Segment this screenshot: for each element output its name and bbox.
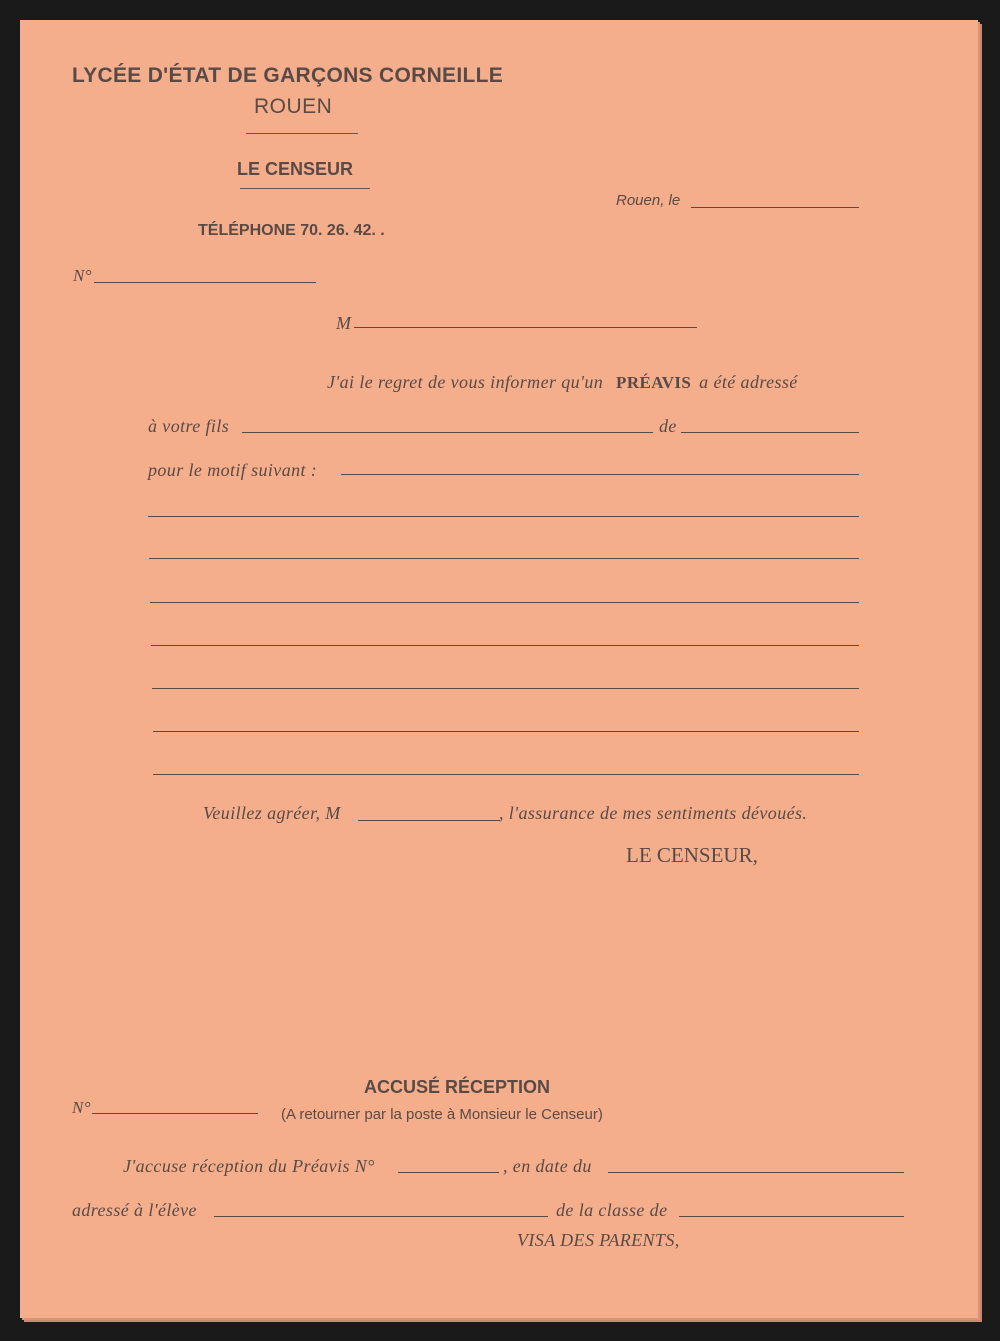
phone-number: TÉLÉPHONE 70. 26. 42. . xyxy=(198,222,385,239)
number-field[interactable] xyxy=(94,282,316,283)
reason-line[interactable] xyxy=(149,558,859,559)
date-label: Rouen, le xyxy=(616,192,681,209)
header-divider xyxy=(246,133,358,134)
closing-suffix: , l'assurance de mes sentiments dévoués. xyxy=(499,803,808,823)
intro-text xyxy=(327,372,798,393)
class-field[interactable] xyxy=(681,432,859,433)
reason-line[interactable] xyxy=(153,731,859,732)
class-label: de xyxy=(659,416,677,436)
student-field[interactable] xyxy=(214,1216,548,1217)
signature: LE CENSEUR, xyxy=(626,843,758,867)
office-divider xyxy=(240,188,370,189)
school-city: ROUEN xyxy=(254,95,333,118)
reason-line[interactable] xyxy=(152,688,859,689)
intro-after: a été adressé xyxy=(699,372,798,392)
preavis-word: PRÉAVIS xyxy=(616,373,692,392)
reason-line[interactable] xyxy=(151,645,859,646)
receipt-title: ACCUSÉ RÉCEPTION xyxy=(364,1077,551,1097)
ack-date-field[interactable] xyxy=(608,1172,904,1173)
closing-prefix: Veuillez agréer, M xyxy=(203,803,341,823)
parents-visa: VISA DES PARENTS, xyxy=(517,1230,680,1250)
ack-date-label: , en date du xyxy=(503,1156,592,1176)
son-label: à votre fils xyxy=(148,416,230,436)
reason-line[interactable] xyxy=(153,774,859,775)
receipt-class-label: de la classe de xyxy=(556,1200,668,1220)
reason-line[interactable] xyxy=(150,602,859,603)
recipient-label: M xyxy=(336,313,352,333)
receipt-instruction: (A retourner par la poste à Monsieur le Censeur) xyxy=(281,1106,603,1123)
reason-line[interactable] xyxy=(148,516,859,517)
receipt-number-field[interactable] xyxy=(92,1113,258,1114)
student-label: adressé à l'élève xyxy=(72,1200,197,1220)
recipient-field[interactable] xyxy=(354,327,697,328)
reason-label: pour le motif suivant : xyxy=(148,460,318,480)
ack-number-field[interactable] xyxy=(398,1172,499,1173)
reason-line[interactable] xyxy=(341,474,859,475)
receipt-class-field[interactable] xyxy=(679,1216,904,1217)
intro-before: J'ai le regret de vous informer qu'un xyxy=(327,372,604,392)
receipt-number-label: N° xyxy=(72,1098,91,1117)
office-title: LE CENSEUR xyxy=(237,159,354,179)
number-label: N° xyxy=(73,266,92,285)
son-field[interactable] xyxy=(242,432,653,433)
ack-label: J'accuse réception du Préavis N° xyxy=(123,1156,375,1176)
closing-name-field[interactable] xyxy=(358,820,500,821)
school-name: LYCÉE D'ÉTAT DE GARÇONS CORNEILLE xyxy=(72,64,504,87)
date-field[interactable] xyxy=(691,207,859,208)
form-sheet xyxy=(20,20,978,1318)
